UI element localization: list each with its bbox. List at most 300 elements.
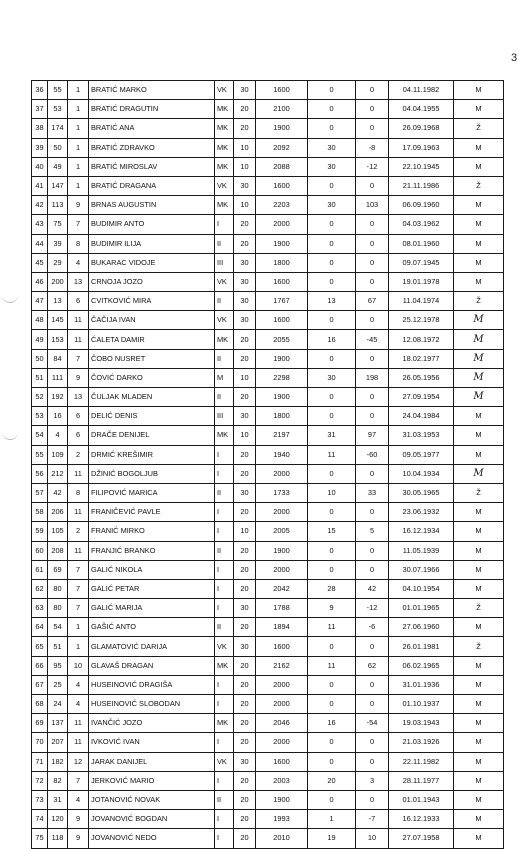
player-name-cell: CRNOJA JOZO bbox=[89, 272, 215, 291]
row-number-cell: 39 bbox=[32, 138, 48, 157]
rating-cell: 1900 bbox=[256, 790, 308, 809]
title-cell: MK bbox=[215, 656, 234, 675]
birth-date-cell: 01.01.1965 bbox=[389, 599, 454, 618]
player-name-cell: BRATIĆ ANA bbox=[89, 119, 215, 138]
member-id-cell: 25 bbox=[48, 675, 68, 694]
rating-cell: 1900 bbox=[256, 234, 308, 253]
player-name-cell: GALIĆ PETAR bbox=[89, 579, 215, 598]
change-cell: 0 bbox=[356, 733, 389, 752]
category-cell: 20 bbox=[234, 234, 256, 253]
player-name-cell: HUSEINOVIĆ DRAGIŠA bbox=[89, 675, 215, 694]
change-cell: 0 bbox=[356, 349, 389, 368]
table-body bbox=[32, 81, 504, 849]
row-number-cell: 61 bbox=[32, 560, 48, 579]
games-cell: 28 bbox=[308, 579, 356, 598]
rating-cell: 2046 bbox=[256, 714, 308, 733]
member-id-cell: 50 bbox=[48, 138, 68, 157]
games-cell: 0 bbox=[308, 541, 356, 560]
change-cell: 0 bbox=[356, 752, 389, 771]
sex-cell: M bbox=[454, 253, 504, 272]
table-row bbox=[32, 579, 504, 598]
title-cell: VK bbox=[215, 637, 234, 656]
change-cell: 3 bbox=[356, 771, 389, 790]
birth-date-cell: 23.06.1932 bbox=[389, 503, 454, 522]
player-name-cell: BUDIMIR ANTO bbox=[89, 215, 215, 234]
table-row bbox=[32, 790, 504, 809]
birth-date-cell: 08.01.1960 bbox=[389, 234, 454, 253]
change-cell: 0 bbox=[356, 560, 389, 579]
rating-cell: 2003 bbox=[256, 771, 308, 790]
change-cell: 0 bbox=[356, 388, 389, 407]
rating-cell: 2000 bbox=[256, 464, 308, 483]
sex-cell: M bbox=[454, 560, 504, 579]
club-id-cell: 10 bbox=[68, 656, 89, 675]
club-id-cell: 1 bbox=[68, 157, 89, 176]
games-cell: 0 bbox=[308, 695, 356, 714]
member-id-cell: 113 bbox=[48, 196, 68, 215]
games-cell: 30 bbox=[308, 138, 356, 157]
rating-cell: 1733 bbox=[256, 483, 308, 502]
club-id-cell: 9 bbox=[68, 196, 89, 215]
member-id-cell: 147 bbox=[48, 176, 68, 195]
games-cell: 13 bbox=[308, 292, 356, 311]
member-id-cell: 95 bbox=[48, 656, 68, 675]
sex-cell: M bbox=[454, 100, 504, 119]
row-number-cell: 56 bbox=[32, 464, 48, 483]
sex-cell: Ž bbox=[454, 599, 504, 618]
games-cell: 0 bbox=[308, 464, 356, 483]
title-cell: I bbox=[215, 695, 234, 714]
birth-date-cell: 01.01.1943 bbox=[389, 790, 454, 809]
member-id-cell: 109 bbox=[48, 445, 68, 464]
change-cell: 0 bbox=[356, 234, 389, 253]
birth-date-cell: 12.08.1972 bbox=[389, 330, 454, 349]
birth-date-cell: 30.05.1965 bbox=[389, 483, 454, 502]
sex-cell: M bbox=[454, 349, 504, 368]
member-id-cell: 206 bbox=[48, 503, 68, 522]
games-cell: 0 bbox=[308, 675, 356, 694]
category-cell: 30 bbox=[234, 407, 256, 426]
row-number-cell: 51 bbox=[32, 368, 48, 387]
member-id-cell: 80 bbox=[48, 579, 68, 598]
club-id-cell: 1 bbox=[68, 81, 89, 100]
title-cell: M bbox=[215, 368, 234, 387]
row-number-cell: 75 bbox=[32, 829, 48, 848]
club-id-cell: 4 bbox=[68, 790, 89, 809]
games-cell: 0 bbox=[308, 253, 356, 272]
row-number-cell: 42 bbox=[32, 196, 48, 215]
rating-cell: 1900 bbox=[256, 349, 308, 368]
category-cell: 20 bbox=[234, 445, 256, 464]
member-id-cell: 13 bbox=[48, 292, 68, 311]
club-id-cell: 11 bbox=[68, 330, 89, 349]
change-cell: 0 bbox=[356, 176, 389, 195]
table-row bbox=[32, 560, 504, 579]
rating-cell: 2092 bbox=[256, 138, 308, 157]
table-row bbox=[32, 733, 504, 752]
category-cell: 20 bbox=[234, 215, 256, 234]
birth-date-cell: 04.03.1962 bbox=[389, 215, 454, 234]
title-cell: I bbox=[215, 675, 234, 694]
club-id-cell: 12 bbox=[68, 752, 89, 771]
title-cell: VK bbox=[215, 176, 234, 195]
player-name-cell: FILIPOVIĆ MARICA bbox=[89, 483, 215, 502]
club-id-cell: 11 bbox=[68, 311, 89, 330]
member-id-cell: 105 bbox=[48, 522, 68, 541]
club-id-cell: 11 bbox=[68, 714, 89, 733]
row-number-cell: 36 bbox=[32, 81, 48, 100]
sex-cell: M bbox=[454, 311, 504, 330]
category-cell: 20 bbox=[234, 675, 256, 694]
birth-date-cell: 11.05.1939 bbox=[389, 541, 454, 560]
member-id-cell: 120 bbox=[48, 810, 68, 829]
category-cell: 20 bbox=[234, 330, 256, 349]
category-cell: 20 bbox=[234, 349, 256, 368]
player-name-cell: GALIĆ MARIJA bbox=[89, 599, 215, 618]
title-cell: I bbox=[215, 771, 234, 790]
games-cell: 10 bbox=[308, 483, 356, 502]
club-id-cell: 11 bbox=[68, 503, 89, 522]
row-number-cell: 64 bbox=[32, 618, 48, 637]
rating-cell: 1788 bbox=[256, 599, 308, 618]
change-cell: 0 bbox=[356, 81, 389, 100]
club-id-cell: 7 bbox=[68, 560, 89, 579]
sex-cell: M bbox=[454, 464, 504, 483]
birth-date-cell: 21.11.1986 bbox=[389, 176, 454, 195]
games-cell: 0 bbox=[308, 119, 356, 138]
change-cell: 0 bbox=[356, 790, 389, 809]
change-cell: 0 bbox=[356, 253, 389, 272]
games-cell: 0 bbox=[308, 311, 356, 330]
change-cell: 42 bbox=[356, 579, 389, 598]
rating-cell: 1600 bbox=[256, 272, 308, 291]
player-name-cell: BUDIMIR ILIJA bbox=[89, 234, 215, 253]
sex-cell: M bbox=[454, 790, 504, 809]
category-cell: 20 bbox=[234, 771, 256, 790]
rating-cell: 2298 bbox=[256, 368, 308, 387]
table-row bbox=[32, 100, 504, 119]
title-cell: VK bbox=[215, 81, 234, 100]
birth-date-cell: 04.10.1954 bbox=[389, 579, 454, 598]
category-cell: 20 bbox=[234, 503, 256, 522]
member-id-cell: 207 bbox=[48, 733, 68, 752]
category-cell: 20 bbox=[234, 714, 256, 733]
change-cell: 0 bbox=[356, 311, 389, 330]
change-cell: -8 bbox=[356, 138, 389, 157]
player-name-cell: GAŠIĆ ANTO bbox=[89, 618, 215, 637]
games-cell: 20 bbox=[308, 771, 356, 790]
club-id-cell: 6 bbox=[68, 292, 89, 311]
row-number-cell: 72 bbox=[32, 771, 48, 790]
page-number: 3 bbox=[511, 52, 518, 64]
birth-date-cell: 17.09.1963 bbox=[389, 138, 454, 157]
birth-date-cell: 22.11.1982 bbox=[389, 752, 454, 771]
table-row bbox=[32, 196, 504, 215]
member-id-cell: 145 bbox=[48, 311, 68, 330]
change-cell: 0 bbox=[356, 407, 389, 426]
games-cell: 11 bbox=[308, 445, 356, 464]
player-name-cell: BUKARAC VIDOJE bbox=[89, 253, 215, 272]
category-cell: 10 bbox=[234, 522, 256, 541]
player-name-cell: JERKOVIĆ MARIO bbox=[89, 771, 215, 790]
player-name-cell: IVKOVIĆ IVAN bbox=[89, 733, 215, 752]
title-cell: I bbox=[215, 829, 234, 848]
player-name-cell: BRATIĆ MIROSLAV bbox=[89, 157, 215, 176]
title-cell: II bbox=[215, 292, 234, 311]
table-row bbox=[32, 81, 504, 100]
games-cell: 0 bbox=[308, 100, 356, 119]
member-id-cell: 69 bbox=[48, 560, 68, 579]
birth-date-cell: 16.12.1934 bbox=[389, 522, 454, 541]
club-id-cell: 4 bbox=[68, 675, 89, 694]
member-id-cell: 82 bbox=[48, 771, 68, 790]
category-cell: 10 bbox=[234, 426, 256, 445]
title-cell: II bbox=[215, 234, 234, 253]
rating-cell: 1600 bbox=[256, 752, 308, 771]
games-cell: 0 bbox=[308, 503, 356, 522]
row-number-cell: 59 bbox=[32, 522, 48, 541]
club-id-cell: 11 bbox=[68, 541, 89, 560]
player-name-cell: JOVANOVIĆ BOGDAN bbox=[89, 810, 215, 829]
table-row bbox=[32, 656, 504, 675]
rating-cell: 2000 bbox=[256, 695, 308, 714]
club-id-cell: 9 bbox=[68, 810, 89, 829]
member-id-cell: 39 bbox=[48, 234, 68, 253]
rating-cell: 1600 bbox=[256, 311, 308, 330]
member-id-cell: 111 bbox=[48, 368, 68, 387]
title-cell: II bbox=[215, 483, 234, 502]
row-number-cell: 41 bbox=[32, 176, 48, 195]
category-cell: 30 bbox=[234, 272, 256, 291]
category-cell: 20 bbox=[234, 695, 256, 714]
category-cell: 20 bbox=[234, 618, 256, 637]
member-id-cell: 16 bbox=[48, 407, 68, 426]
birth-date-cell: 21.03.1926 bbox=[389, 733, 454, 752]
change-cell: -45 bbox=[356, 330, 389, 349]
player-name-cell: ĆALETA DAMIR bbox=[89, 330, 215, 349]
table-row bbox=[32, 292, 504, 311]
sex-cell: M bbox=[454, 157, 504, 176]
change-cell: 198 bbox=[356, 368, 389, 387]
change-cell: 0 bbox=[356, 464, 389, 483]
category-cell: 10 bbox=[234, 368, 256, 387]
change-cell: 0 bbox=[356, 695, 389, 714]
games-cell: 0 bbox=[308, 349, 356, 368]
player-name-cell: JOVANOVIĆ NEDO bbox=[89, 829, 215, 848]
title-cell: MK bbox=[215, 330, 234, 349]
birth-date-cell: 04.04.1955 bbox=[389, 100, 454, 119]
sex-cell: M bbox=[454, 503, 504, 522]
player-name-cell: BRATIĆ DRAGANA bbox=[89, 176, 215, 195]
sex-cell: M bbox=[454, 330, 504, 349]
player-name-cell: DŽINIĆ BOGOLJUB bbox=[89, 464, 215, 483]
title-cell: VK bbox=[215, 752, 234, 771]
games-cell: 0 bbox=[308, 407, 356, 426]
player-name-cell: GLAMATOVIĆ DARIJA bbox=[89, 637, 215, 656]
row-number-cell: 66 bbox=[32, 656, 48, 675]
birth-date-cell: 04.11.1982 bbox=[389, 81, 454, 100]
games-cell: 9 bbox=[308, 599, 356, 618]
club-id-cell: 7 bbox=[68, 215, 89, 234]
games-cell: 30 bbox=[308, 196, 356, 215]
games-cell: 16 bbox=[308, 714, 356, 733]
table-row bbox=[32, 388, 504, 407]
member-id-cell: 80 bbox=[48, 599, 68, 618]
sex-cell: M bbox=[454, 388, 504, 407]
rating-cell: 2197 bbox=[256, 426, 308, 445]
rating-cell: 2010 bbox=[256, 829, 308, 848]
table-row bbox=[32, 695, 504, 714]
category-cell: 20 bbox=[234, 829, 256, 848]
title-cell: II bbox=[215, 618, 234, 637]
birth-date-cell: 31.03.1953 bbox=[389, 426, 454, 445]
games-cell: 0 bbox=[308, 272, 356, 291]
change-cell: 62 bbox=[356, 656, 389, 675]
club-id-cell: 4 bbox=[68, 253, 89, 272]
row-number-cell: 68 bbox=[32, 695, 48, 714]
member-id-cell: 192 bbox=[48, 388, 68, 407]
member-id-cell: 137 bbox=[48, 714, 68, 733]
club-id-cell: 13 bbox=[68, 272, 89, 291]
category-cell: 30 bbox=[234, 599, 256, 618]
punch-hole-mark bbox=[2, 294, 18, 303]
member-id-cell: 153 bbox=[48, 330, 68, 349]
games-cell: 11 bbox=[308, 618, 356, 637]
row-number-cell: 43 bbox=[32, 215, 48, 234]
club-id-cell: 1 bbox=[68, 138, 89, 157]
club-id-cell: 13 bbox=[68, 388, 89, 407]
club-id-cell: 1 bbox=[68, 637, 89, 656]
games-cell: 1 bbox=[308, 810, 356, 829]
category-cell: 20 bbox=[234, 560, 256, 579]
sex-cell: Ž bbox=[454, 119, 504, 138]
player-name-cell: FRANIČEVIĆ PAVLE bbox=[89, 503, 215, 522]
member-id-cell: 174 bbox=[48, 119, 68, 138]
birth-date-cell: 27.07.1958 bbox=[389, 829, 454, 848]
games-cell: 0 bbox=[308, 215, 356, 234]
sex-cell: Ž bbox=[454, 637, 504, 656]
row-number-cell: 46 bbox=[32, 272, 48, 291]
member-id-cell: 31 bbox=[48, 790, 68, 809]
row-number-cell: 53 bbox=[32, 407, 48, 426]
birth-date-cell: 26.09.1968 bbox=[389, 119, 454, 138]
sex-cell: M bbox=[454, 368, 504, 387]
table-row bbox=[32, 368, 504, 387]
player-name-cell: BRATIĆ MARKO bbox=[89, 81, 215, 100]
birth-date-cell: 30.07.1966 bbox=[389, 560, 454, 579]
rating-cell: 1600 bbox=[256, 176, 308, 195]
category-cell: 20 bbox=[234, 579, 256, 598]
sex-cell: M bbox=[454, 81, 504, 100]
member-id-cell: 24 bbox=[48, 695, 68, 714]
table-row bbox=[32, 176, 504, 195]
table-row bbox=[32, 464, 504, 483]
player-name-cell: FRANJIĆ BRANKO bbox=[89, 541, 215, 560]
title-cell: II bbox=[215, 388, 234, 407]
birth-date-cell: 06.09.1960 bbox=[389, 196, 454, 215]
table-row bbox=[32, 829, 504, 848]
rating-cell: 1767 bbox=[256, 292, 308, 311]
table-row bbox=[32, 157, 504, 176]
sex-cell: M bbox=[454, 656, 504, 675]
games-cell: 0 bbox=[308, 790, 356, 809]
category-cell: 10 bbox=[234, 157, 256, 176]
title-cell: I bbox=[215, 445, 234, 464]
rating-cell: 2162 bbox=[256, 656, 308, 675]
change-cell: 0 bbox=[356, 272, 389, 291]
table-row bbox=[32, 714, 504, 733]
category-cell: 30 bbox=[234, 253, 256, 272]
category-cell: 30 bbox=[234, 292, 256, 311]
club-id-cell: 7 bbox=[68, 349, 89, 368]
category-cell: 30 bbox=[234, 81, 256, 100]
rating-cell: 1894 bbox=[256, 618, 308, 637]
title-cell: MK bbox=[215, 196, 234, 215]
member-id-cell: 42 bbox=[48, 483, 68, 502]
table-row bbox=[32, 426, 504, 445]
title-cell: II bbox=[215, 541, 234, 560]
sex-cell: Ž bbox=[454, 292, 504, 311]
rating-cell: 2100 bbox=[256, 100, 308, 119]
player-name-cell: BRNAS AUGUSTIN bbox=[89, 196, 215, 215]
table-row bbox=[32, 541, 504, 560]
player-name-cell: ČOBO NUSRET bbox=[89, 349, 215, 368]
row-number-cell: 63 bbox=[32, 599, 48, 618]
title-cell: III bbox=[215, 253, 234, 272]
table-row bbox=[32, 234, 504, 253]
player-name-cell: DRMIĆ KREŠIMIR bbox=[89, 445, 215, 464]
games-cell: 0 bbox=[308, 637, 356, 656]
category-cell: 20 bbox=[234, 656, 256, 675]
games-cell: 11 bbox=[308, 656, 356, 675]
member-id-cell: 54 bbox=[48, 618, 68, 637]
sex-cell: M bbox=[454, 771, 504, 790]
birth-date-cell: 01.10.1937 bbox=[389, 695, 454, 714]
category-cell: 30 bbox=[234, 311, 256, 330]
sex-cell: M bbox=[454, 618, 504, 637]
birth-date-cell: 26.01.1981 bbox=[389, 637, 454, 656]
sex-cell: M bbox=[454, 196, 504, 215]
row-number-cell: 74 bbox=[32, 810, 48, 829]
sex-cell: M bbox=[454, 752, 504, 771]
games-cell: 0 bbox=[308, 176, 356, 195]
club-id-cell: 11 bbox=[68, 733, 89, 752]
change-cell: 0 bbox=[356, 215, 389, 234]
club-id-cell: 1 bbox=[68, 119, 89, 138]
birth-date-cell: 31.01.1936 bbox=[389, 675, 454, 694]
member-id-cell: 4 bbox=[48, 426, 68, 445]
row-number-cell: 70 bbox=[32, 733, 48, 752]
category-cell: 20 bbox=[234, 810, 256, 829]
club-id-cell: 6 bbox=[68, 426, 89, 445]
title-cell: II bbox=[215, 790, 234, 809]
games-cell: 0 bbox=[308, 388, 356, 407]
rating-cell: 2000 bbox=[256, 503, 308, 522]
rating-cell: 2088 bbox=[256, 157, 308, 176]
birth-date-cell: 18.02.1977 bbox=[389, 349, 454, 368]
row-number-cell: 60 bbox=[32, 541, 48, 560]
sex-cell: M bbox=[454, 522, 504, 541]
birth-date-cell: 19.03.1943 bbox=[389, 714, 454, 733]
category-cell: 20 bbox=[234, 388, 256, 407]
rating-cell: 1800 bbox=[256, 407, 308, 426]
rating-cell: 1800 bbox=[256, 253, 308, 272]
birth-date-cell: 22.10.1945 bbox=[389, 157, 454, 176]
birth-date-cell: 09.05.1977 bbox=[389, 445, 454, 464]
change-cell: 103 bbox=[356, 196, 389, 215]
sex-cell: Ž bbox=[454, 483, 504, 502]
category-cell: 20 bbox=[234, 119, 256, 138]
